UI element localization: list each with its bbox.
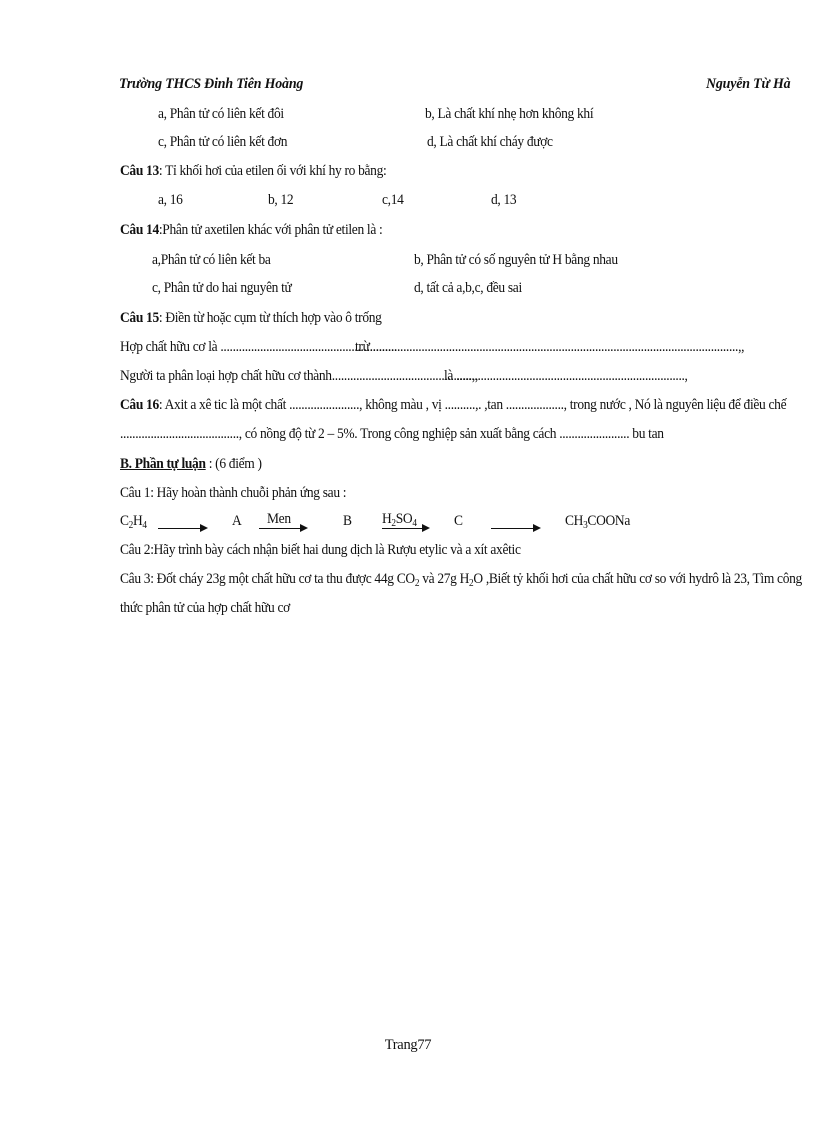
- question-label: Câu 14: [120, 222, 159, 238]
- q14-option-a: a,Phân tử có liên kết ba: [152, 252, 271, 268]
- section-b-heading: [120, 455, 262, 473]
- reaction-arrow-4: [491, 528, 539, 529]
- product-ch3coona: $CH_3COONa$: [565, 513, 630, 531]
- question-label: Câu 13: [120, 163, 159, 179]
- q12-option-a: a, Phân tử có liên kết đôi: [158, 106, 284, 122]
- essay-question-2: Câu 2:Hãy trình bày cách nhận biết hai dung dịch là Rượu etylic và a xít axêtic: [120, 542, 521, 558]
- compound-b: B: [343, 513, 352, 529]
- reaction-arrow-2: [259, 528, 306, 529]
- school-name: Trường THCS Đinh Tiên Hoàng: [119, 76, 304, 92]
- q12-option-b: b, Là chất khí nhẹ hơn không khí: [425, 106, 594, 122]
- q13-option-a: a, 16: [158, 192, 183, 208]
- compound-c: C: [454, 513, 463, 529]
- q15-blank-2b: là ...........................................................................,: [444, 368, 688, 384]
- section-title: B. Phần tự luận: [120, 456, 206, 472]
- question-text: : Tỉ khối hơi của etilen ối với khí hy ro bằng:: [158, 163, 387, 179]
- page-number: Trang77: [384, 1037, 432, 1053]
- q14-option-d: d, tất cả a,b,c, đều sai: [414, 280, 522, 296]
- q13-option-c: c,14: [382, 192, 404, 208]
- q14-option-b: b, Phân tử có số nguyên tử H bằng nhau: [414, 252, 618, 268]
- question-label: Câu 16: [120, 397, 159, 413]
- reagent-h2so4: $H_2SO_4$: [382, 511, 417, 529]
- q13-option-b: b, 12: [268, 192, 294, 208]
- q16-line-2: ......................................., có nồng độ từ 2 – 5%. Trong công nghiệp sản xuất bằng cách ....................... bu tan: [120, 426, 664, 442]
- q15-blank-1a: Hợp chất hữu cơ là ..........................................................: [120, 339, 398, 355]
- reaction-arrow-1: [158, 528, 206, 529]
- author-name: Nguyễn Từ Hà: [706, 76, 791, 92]
- q12-option-d: d, Là chất khí cháy được: [427, 134, 553, 150]
- reaction-arrow-3: [382, 528, 428, 529]
- reagent-men: Men: [267, 511, 291, 527]
- q14-option-c: c, Phân tử do hai nguyên tử: [152, 280, 292, 296]
- essay-question-3-line-2: thức phân tử của hợp chất hữu cơ: [120, 600, 290, 616]
- question-text: : Axit a xê tic là một chất ......................., không màu , vị ..........,. ,tan ..................., trong nước , Nó là nguyên liệu để điều chế: [158, 397, 787, 413]
- reactant-c2h4: $C_2H_4$: [120, 513, 147, 531]
- section-score: : (6 điểm ): [205, 456, 262, 472]
- question-15: [120, 309, 382, 327]
- question-text: : Điền từ hoặc cụm từ thích hợp vào ô trống: [158, 310, 382, 326]
- essay-question-3: Câu 3: Đốt cháy 23g một chất hữu cơ ta thu được 44g $CO_2$ và 27g $H_2O$ ,Biết tỷ khối hơi của chất hữu cơ so với hydrô là 23, Tìm công: [120, 571, 802, 589]
- question-13: [120, 162, 386, 180]
- q12-option-c: c, Phân tử có liên kết đơn: [158, 134, 288, 150]
- q13-option-d: d, 13: [491, 192, 517, 208]
- compound-a: A: [232, 513, 242, 529]
- essay-question-1: Câu 1: Hãy hoàn thành chuỗi phản ứng sau :: [120, 485, 347, 501]
- q15-blank-1b: trừ.........................................................................................................................,,: [355, 339, 745, 355]
- question-16: [120, 396, 786, 414]
- q15-blank-2a: Người ta phân loại hợp chất hữu cơ thành..............................................,,: [120, 368, 478, 384]
- question-label: Câu 15: [120, 310, 159, 326]
- question-text: :Phân tử axetilen khác với phân tử etilen là :: [158, 222, 383, 238]
- question-14: [120, 221, 382, 239]
